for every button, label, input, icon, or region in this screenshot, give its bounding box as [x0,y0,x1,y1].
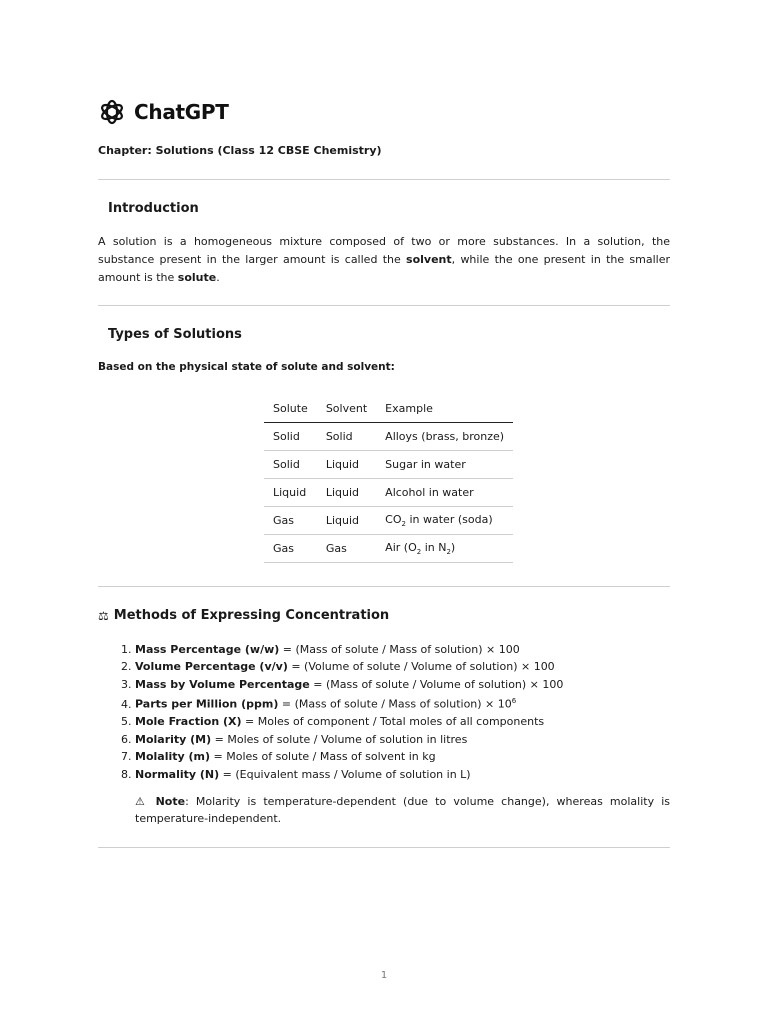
cell-text: in water (soda) [405,513,493,526]
method-name: Mass by Volume Percentage [135,677,310,691]
table-cell: Liquid [317,451,376,479]
openai-logo-icon [98,98,126,126]
term-solute: solute [177,271,217,284]
methods-heading-text: Methods of Expressing Concentration [113,608,390,623]
table-row [264,535,513,563]
term-solvent: solvent [406,253,452,266]
intro-paragraph [98,233,670,287]
method-formula: = (Volume of solute / Volume of solution) × 100 [287,660,555,674]
table-cell: Gas [317,535,376,563]
list-item [135,658,563,675]
page-number: 1 [380,970,388,981]
column-header: Solvent [317,396,376,423]
superscript: 6 [511,697,517,706]
subscript: 2 [401,520,406,529]
cell-text: Air (O [385,541,417,555]
intro-text: , while the one present in the smaller amount is the [98,253,670,284]
column-header: Example [376,396,513,423]
list-item [135,748,563,765]
table-cell: Solid [264,451,317,479]
list-item [135,693,563,713]
divider [98,847,670,848]
chapter-title: Chapter: Solutions (Class 12 CBSE Chemistry) [98,144,382,157]
method-name: Molality (m) [135,750,211,764]
method-name: Molarity (M) [135,732,212,746]
list-item [135,641,563,658]
list-item [135,766,563,783]
table-header-row [264,396,513,423]
method-formula: = (Mass of solute / Mass of solution) × 100 [279,643,520,656]
table-cell: Alcohol in water [376,479,513,507]
subscript: 2 [446,548,451,557]
table-cell: Sugar in water [376,451,513,479]
types-subheading: Based on the physical state of solute and solvent: [98,361,395,373]
list-item [135,713,563,730]
table-row [264,479,513,507]
note-paragraph [135,793,670,827]
intro-text: A solution is a homogeneous mixture composed of two or more substances. In a solution, the substance present in the larger amount is called the [98,235,670,266]
method-name: Volume Percentage (v/v) [135,660,288,674]
method-formula: = (Mass of solute / Mass of solution) × 10 [278,697,512,711]
table-cell [376,507,513,535]
table-cell: Solid [264,423,317,451]
table-row [264,451,513,479]
divider [98,305,670,306]
methods-list [98,641,563,783]
table-cell [376,535,513,563]
intro-heading: Introduction [108,201,199,216]
types-heading: Types of Solutions [108,327,242,342]
warning-icon: ⚠ [135,795,149,808]
note-text: : Molarity is temperature-dependent (due to volume change), whereas molality is temperature-independent. [135,795,670,825]
column-header: Solute [264,396,317,423]
list-item [135,676,563,693]
method-name: Parts per Million (ppm) [135,697,279,711]
intro-text: . [216,271,220,284]
table-cell: Solid [317,423,376,451]
cell-text: CO [385,513,402,526]
solution-types-table [264,396,513,563]
balance-scale-icon: ⚖ [98,608,109,623]
divider [98,179,670,180]
note-label: Note [155,795,186,808]
method-name: Mole Fraction (X) [135,715,242,729]
method-name: Normality (N) [135,767,220,781]
table-cell: Alloys (brass, bronze) [376,423,513,451]
cell-text: in N [421,541,447,555]
divider [98,586,670,587]
table-row [264,423,513,451]
method-formula: = (Mass of solute / Volume of solution) × 100 [309,677,564,691]
method-formula: = (Equivalent mass / Volume of solution in L) [219,767,471,781]
logo-text: ChatGPT [134,100,229,124]
cell-text: ) [450,541,456,555]
table-cell: Liquid [317,479,376,507]
subscript: 2 [416,548,422,557]
table-cell: Liquid [264,479,317,507]
list-item [135,731,563,748]
methods-heading [98,608,389,623]
method-formula: = Moles of solute / Volume of solution in litres [211,732,468,746]
table-row [264,507,513,535]
chatgpt-logo [98,98,229,126]
table-cell: Gas [264,507,317,535]
method-formula: = Moles of component / Total moles of all components [241,715,545,729]
method-formula: = Moles of solute / Mass of solvent in kg [210,750,436,764]
method-name: Mass Percentage (w/w) [135,643,280,656]
table-cell: Gas [264,535,317,563]
table-cell: Liquid [317,507,376,535]
